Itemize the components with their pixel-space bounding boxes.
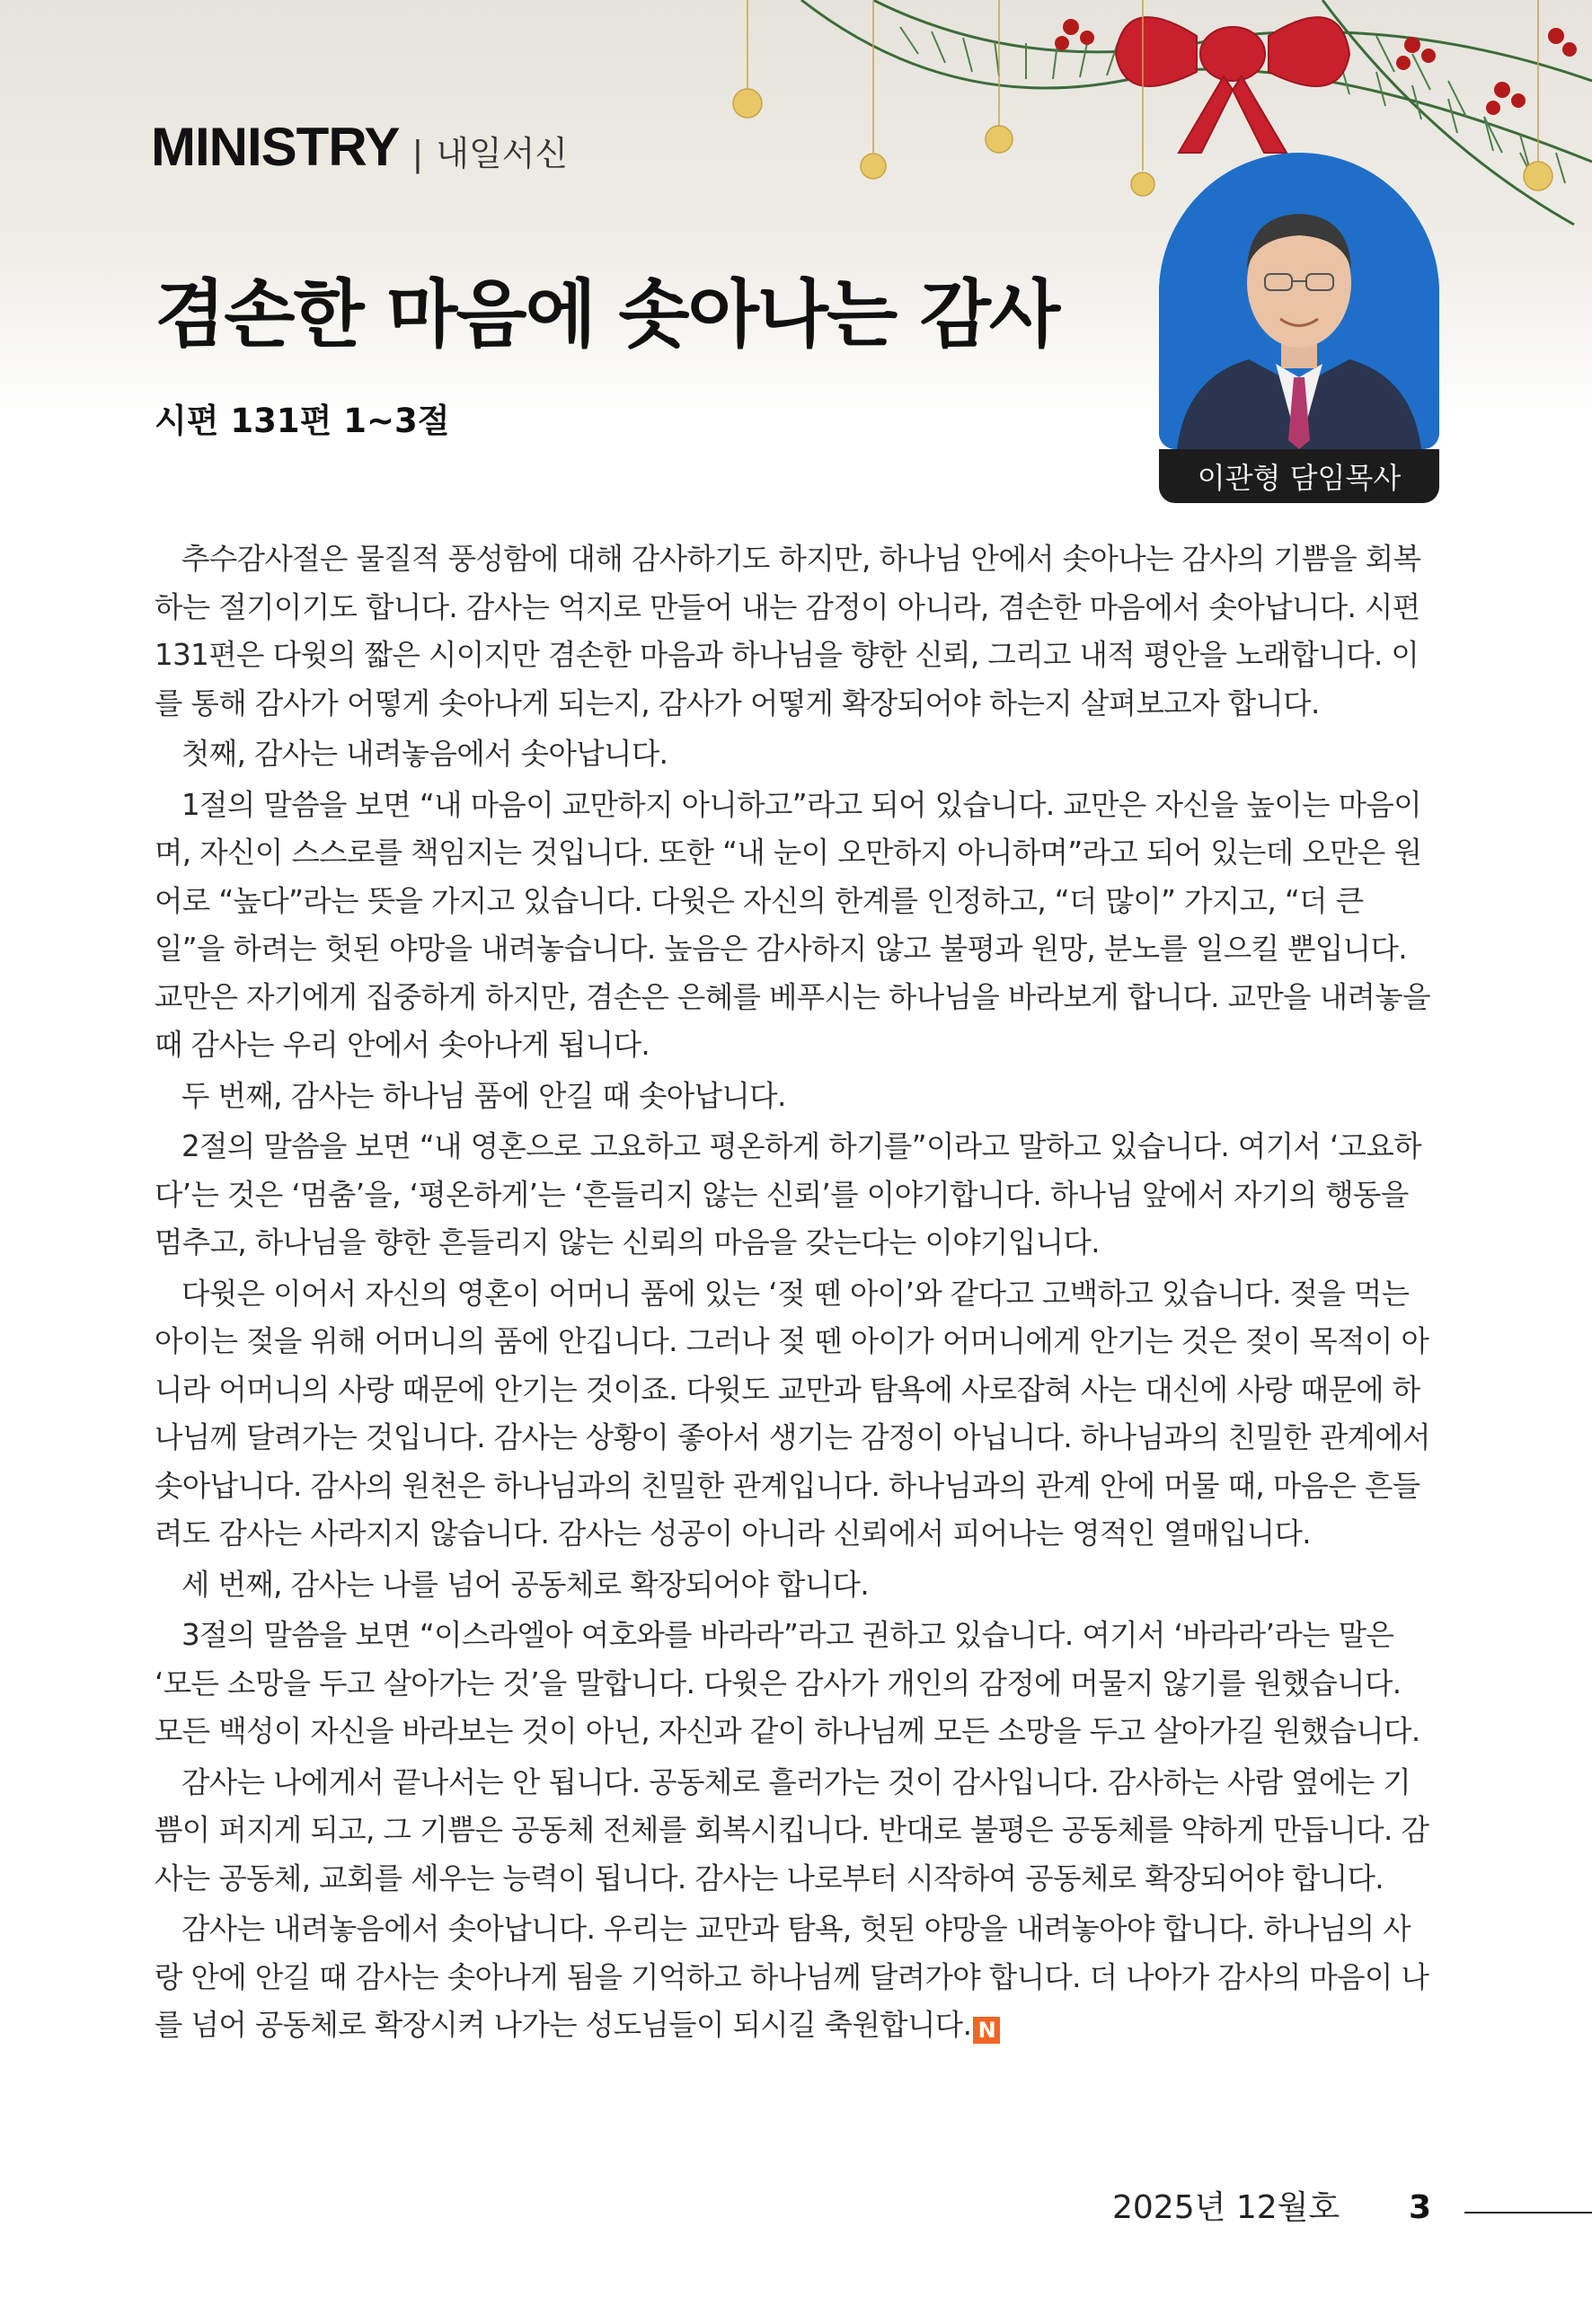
- page-number: 3: [1409, 2189, 1432, 2226]
- portrait-illustration: [1159, 153, 1439, 449]
- paragraph: 2절의 말씀을 보면 “내 영혼으로 고요하고 평온하게 하기를”이라고 말하고 있습니다. 여기서 ‘고요하다’는 것은 ‘멈춤’을, ‘평온하게’는 ‘흔들리지 않는 신뢰’를 이야기합니다. 하나님 앞에서 자기의 행동을 멈추고, 하나님을 향한 흔들리지 않는 신뢰의 마음을 갖는다는 이야기입니다.: [155, 1129, 1422, 1259]
- section-subtitle: 내일서신: [436, 134, 569, 173]
- christmas-decoration: [694, 0, 1592, 296]
- article-body: [155, 535, 1430, 2050]
- paragraph: 감사는 나에게서 끝나서는 안 됩니다. 공동체로 흘러가는 것이 감사입니다. 감사하는 사람 옆에는 기쁨이 퍼지게 되고, 그 기쁨은 공동체 전체를 회복시킵니다. 반대로 불평은 공동체를 약하게 만듭니다. 감사는 공동체, 교회를 세우는 능력이 됩니다. 감사는 나로부터 시작하여 공동체로 확장되어야 합니다.: [155, 1764, 1429, 1895]
- paragraph: 1절의 말씀을 보면 “내 마음이 교만하지 아니하고”라고 되어 있습니다. 교만은 자신을 높이는 마음이며, 자신이 스스로를 책임지는 것입니다. 또한 “내 눈이 오만하지 아니하며”라고 되어 있는데 오만은 원어로 “높다”라는 뜻을 가지고 있습니다. 다윗은 자신의 한계를 인정하고, “더 많이” 가지고, “더 큰 일”을 하려는 헛된 야망을 내려놓습니다. 높음은 감사하지 않고 불평과 원망, 분노를 일으킬 뿐입니다. 교만은 자기에게 집중하게 하지만, 겸손은 은혜를 베푸시는 하나님을 바라보게 합니다. 교만을 내려놓을 때 감사는 우리 안에서 솟아나게 됩니다.: [155, 787, 1430, 1062]
- author-portrait: [1159, 153, 1439, 449]
- paragraph-text: 감사는 내려놓음에서 솟아납니다. 우리는 교만과 탐욕, 헛된 야망을 내려놓아야 합니다. 하나님의 사랑 안에 안길 때 감사는 솟아나게 됨을 기억하고 하나님께 달려가야 합니다. 더 나아가 감사의 마음이 나를 넘어 공동체로 확장시켜 나가는 성도님들이 되시길 축원합니다.: [155, 1912, 1429, 2042]
- issue-label: 2025년 12월호: [1112, 2189, 1340, 2226]
- paragraph: 다윗은 이어서 자신의 영혼이 어머니 품에 있는 ‘젖 뗀 아이’와 같다고 고백하고 있습니다. 젖을 먹는 아이는 젖을 위해 어머니의 품에 안깁니다. 그러나 젖 뗀 아이가 어머니에게 안기는 것은 젖이 목적이 아니라 어머니의 사랑 때문에 안기는 것이죠. 다윗도 교만과 탐욕에 사로잡혀 사는 대신에 사랑 때문에 하나님께 달려가는 것입니다. 감사는 상황이 좋아서 생기는 감정이 아닙니다. 하나님과의 친밀한 관계에서 솟아납니다. 감사의 원천은 하나님과의 친밀한 관계입니다. 하나님과의 관계 안에 머물 때, 마음은 흔들려도 감사는 사라지지 않습니다. 감사는 성공이 아니라 신뢰에서 피어나는 영적인 열매입니다.: [155, 1276, 1430, 1551]
- end-mark-icon: N: [973, 2017, 1000, 2044]
- red-ribbon-bow: [1116, 17, 1349, 153]
- section-label: [151, 110, 569, 177]
- last-paragraph: [155, 1905, 1430, 2050]
- footer-rule: [1464, 2212, 1592, 2214]
- author-name-tag: 이관형 담임목사: [1159, 449, 1439, 503]
- pine-branches: [801, 0, 1592, 225]
- section-name: MINISTRY: [151, 117, 400, 177]
- paragraph: 첫째, 감사는 내려놓음에서 솟아납니다.: [181, 737, 668, 771]
- paragraph: 두 번째, 감사는 하나님 품에 안길 때 솟아납니다.: [181, 1078, 786, 1113]
- article-title: 겸손한 마음에 솟아나는 감사: [155, 272, 1059, 358]
- paragraph: 세 번째, 감사는 나를 넘어 공동체로 확장되어야 합니다.: [181, 1567, 870, 1602]
- scripture-reference: 시편 131편 1~3절: [155, 402, 450, 440]
- section-separator: |: [411, 134, 424, 173]
- gold-ornaments: [733, 0, 1552, 196]
- paragraph: 3절의 말씀을 보면 “이스라엘아 여호와를 바라라”라고 권하고 있습니다. 여기서 ‘바라라’라는 말은 ‘모든 소망을 두고 살아가는 것’을 말합니다. 다윗은 감사가 개인의 감정에 머물지 않기를 원했습니다. 모든 백성이 자신을 바라보는 것이 아닌, 자신과 같이 하나님께 모든 소망을 두고 살아가길 원했습니다.: [155, 1618, 1420, 1748]
- paragraph: 추수감사절은 물질적 풍성함에 대해 감사하기도 하지만, 하나님 안에서 솟아나는 감사의 기쁨을 회복하는 절기이기도 합니다. 감사는 억지로 만들어 내는 감정이 아니라, 겸손한 마음에서 솟아납니다. 시편 131편은 다윗의 짧은 시이지만 겸손한 마음과 하나님을 향한 신뢰, 그리고 내적 평안을 노래합니다. 이를 통해 감사가 어떻게 솟아나게 되는지, 감사가 어떻게 확장되어야 하는지 살펴보고자 합니다.: [155, 542, 1421, 720]
